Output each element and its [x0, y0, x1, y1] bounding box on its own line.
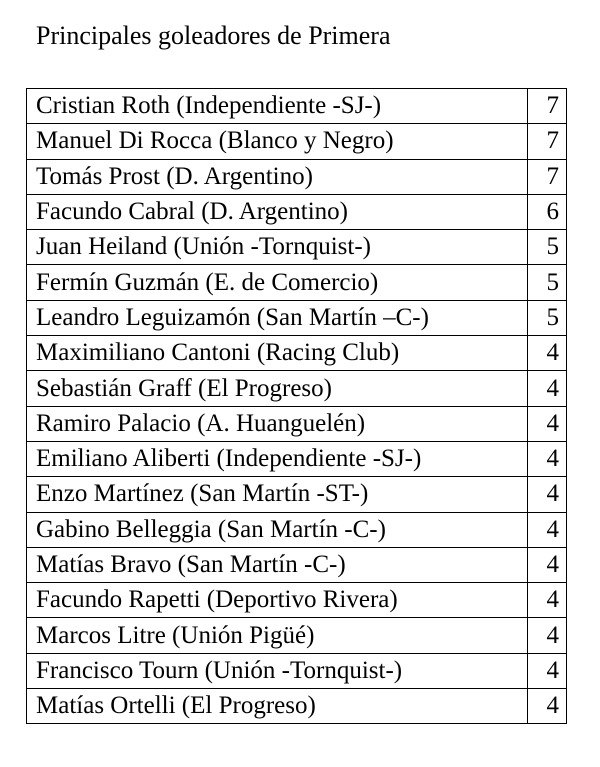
scorer-goals: 4: [528, 512, 567, 547]
scorer-name: Juan Heiland (Unión -Tornquist-): [27, 230, 528, 265]
table-row: [27, 336, 567, 371]
table-row: [27, 618, 567, 653]
scorer-goals: 4: [528, 371, 567, 406]
scorer-goals: 6: [528, 194, 567, 229]
scorer-name: Francisco Tourn (Unión -Tornquist-): [27, 653, 528, 688]
scorer-goals: 5: [528, 265, 567, 300]
table-row: [27, 477, 567, 512]
table-row: [27, 371, 567, 406]
scorer-goals: 4: [528, 477, 567, 512]
table-row: [27, 265, 567, 300]
page-title: Principales goleadores de Primera: [36, 21, 391, 50]
scorer-goals: 5: [528, 230, 567, 265]
scorer-goals: 5: [528, 300, 567, 335]
scorer-name: Marcos Litre (Unión Pigüé): [27, 618, 528, 653]
scorer-name: Emiliano Aliberti (Independiente -SJ-): [27, 441, 528, 476]
scorer-goals: 7: [528, 89, 567, 124]
table-row: [27, 230, 567, 265]
scorer-name: Gabino Belleggia (San Martín -C-): [27, 512, 528, 547]
scorer-goals: 4: [528, 618, 567, 653]
scorer-goals: 7: [528, 124, 567, 159]
table-row: [27, 89, 567, 124]
scorer-name: Maximiliano Cantoni (Racing Club): [27, 336, 528, 371]
table-row: [27, 441, 567, 476]
scorer-name: Matías Bravo (San Martín -C-): [27, 547, 528, 582]
scorer-goals: 4: [528, 406, 567, 441]
scorers-table: [26, 88, 567, 724]
table-row: [27, 406, 567, 441]
scorer-name: Tomás Prost (D. Argentino): [27, 159, 528, 194]
table-row: [27, 653, 567, 688]
scorer-name: Enzo Martínez (San Martín -ST-): [27, 477, 528, 512]
scorer-goals: 4: [528, 653, 567, 688]
scorer-name: Manuel Di Rocca (Blanco y Negro): [27, 124, 528, 159]
scorer-name: Leandro Leguizamón (San Martín –C-): [27, 300, 528, 335]
table-row: [27, 512, 567, 547]
table-row: [27, 689, 567, 724]
scorer-name: Ramiro Palacio (A. Huanguelén): [27, 406, 528, 441]
table-row: [27, 583, 567, 618]
scorer-name: Facundo Cabral (D. Argentino): [27, 194, 528, 229]
scorer-name: Cristian Roth (Independiente -SJ-): [27, 89, 528, 124]
scorer-goals: 4: [528, 441, 567, 476]
scorer-goals: 7: [528, 159, 567, 194]
table-row: [27, 159, 567, 194]
table-row: [27, 194, 567, 229]
scorer-name: Sebastián Graff (El Progreso): [27, 371, 528, 406]
scorer-name: Fermín Guzmán (E. de Comercio): [27, 265, 528, 300]
scorer-goals: 4: [528, 336, 567, 371]
scorers-table-body: [27, 89, 567, 724]
scorer-name: Matías Ortelli (El Progreso): [27, 689, 528, 724]
scorer-goals: 4: [528, 583, 567, 618]
scorer-goals: 4: [528, 547, 567, 582]
table-row: [27, 547, 567, 582]
table-row: [27, 124, 567, 159]
table-row: [27, 300, 567, 335]
scorer-goals: 4: [528, 689, 567, 724]
scorer-name: Facundo Rapetti (Deportivo Rivera): [27, 583, 528, 618]
